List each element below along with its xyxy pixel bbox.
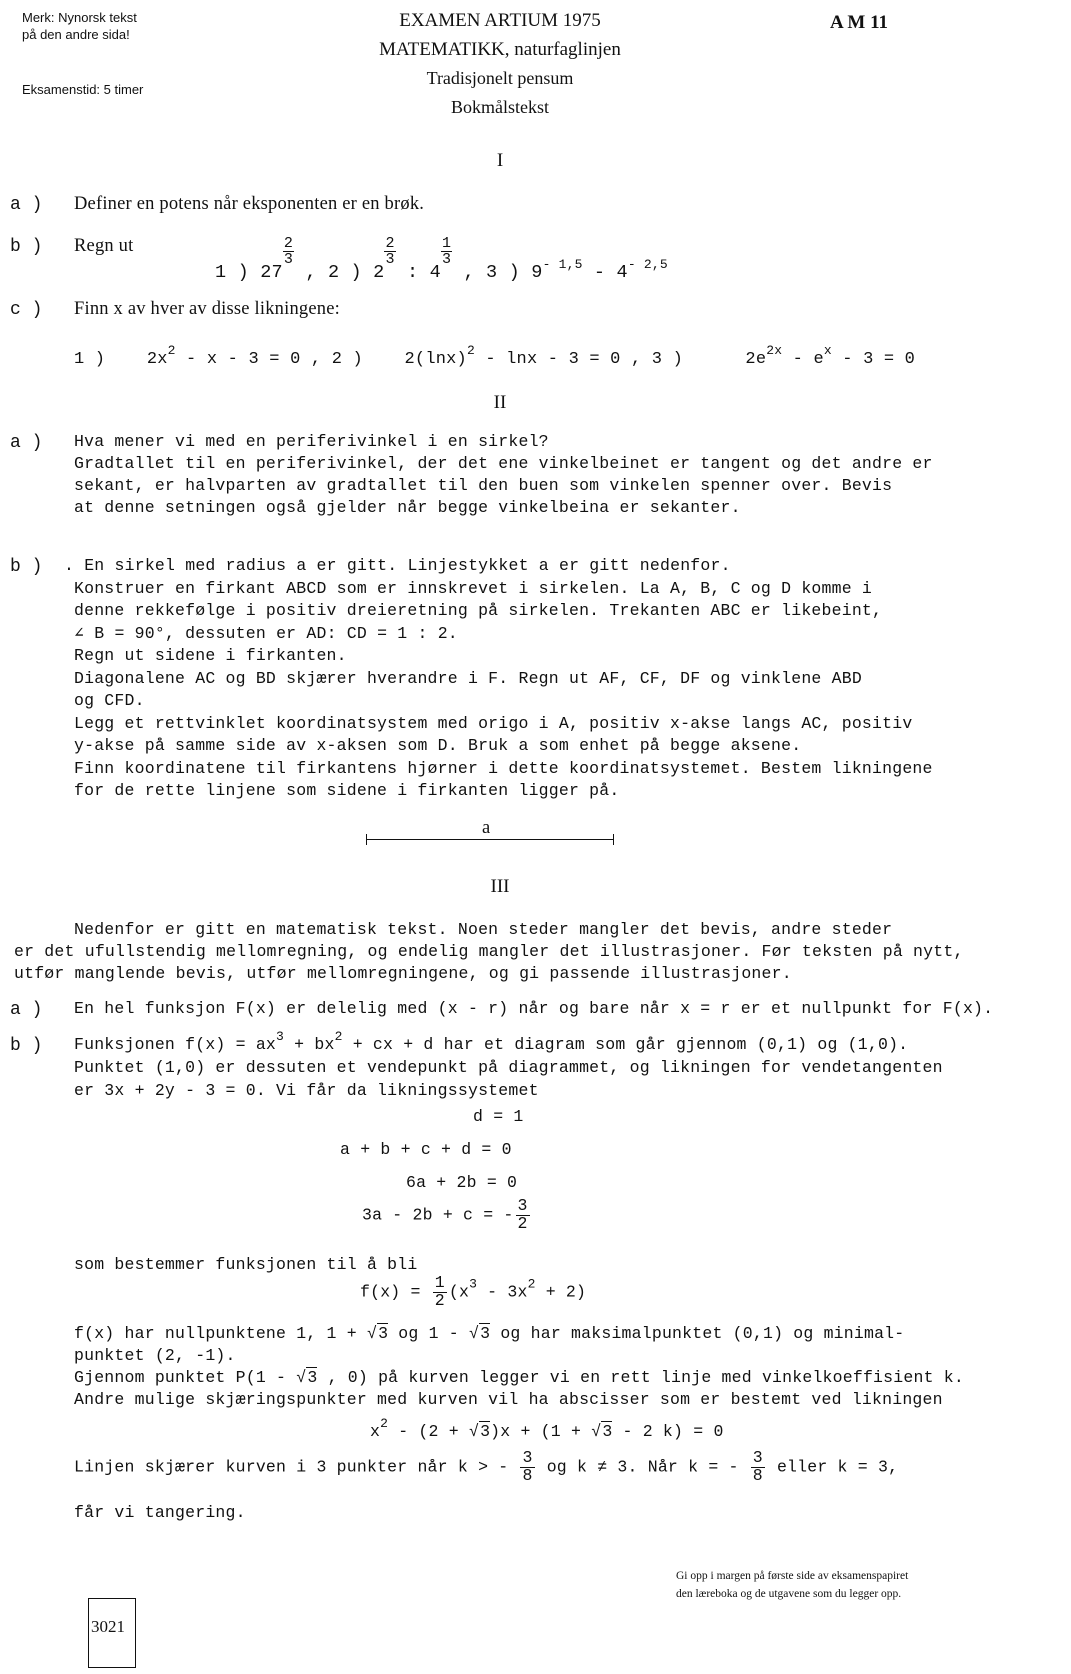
exam-duration: Eksamenstid: 5 timer bbox=[22, 82, 144, 97]
section-numeral-3: III bbox=[490, 876, 510, 897]
quadratic-equation: $x^2 - (2 + √3)x + (1 + √3 - 2$ k) = 0 bbox=[370, 1416, 724, 1441]
subject: MATEMATIKK, naturfaglinjen bbox=[379, 39, 621, 60]
text-1b: Regn ut bbox=[74, 236, 134, 256]
expr-1b1 bbox=[215, 236, 668, 283]
label-2b: b ) bbox=[10, 557, 43, 577]
label-3a: a ) bbox=[10, 1000, 43, 1020]
text-2b: . En sirkel med radius a er gitt. Linjestykket a er gitt nedenfor. Konstruer en firkant ABCD som er innskrevet i sirkelen. La A, B, C og D komme i denne rekkefølge i positiv dreieretning på sirkelen. Trekanten ABC er likebeint, ∠ B = 90°, dessuten er AD: CD = 1 : 2. Regn ut sidene i firkanten. Diagonalene AC og BD skjærer hverandre i F. Regn ut AF, CF, DF og vinklene ABD og CFD. Legg et rettvinklet koordinatsystem med origo i A, positiv x-akse langs AC, positiv y-akse på samme side av x-aksen som D. Bruk a som enhet på begge aksene. Finn koordinatene til firkantens hjørner i dette koordinatsystemet. Bestem likningene for de rette linjene som sidene i firkanten ligger på. bbox=[64, 556, 933, 800]
stamp-box bbox=[88, 1598, 136, 1668]
equations-1c: 1 ) $2x^2 - x - 3 = 0$ , 2 ) $2(\ln x)^2 - \ln x - 3 = 0$ , 3 ) $2e^{2x} - e^x - 3 = 0$ bbox=[74, 343, 916, 369]
intersection-text: Linjen skjærer kurven i 3 punkter når k > - $\frac{3}{8}$ og k ≠ 3. Når k = - $\frac{3}{8}$ eller k = 3, bbox=[74, 1448, 899, 1485]
note-nynorsk-2: på den andre sida! bbox=[22, 27, 130, 42]
exponent: - 2,5 bbox=[627, 257, 668, 272]
text-3b: Funksjonen $f(x) = ax^3 + bx^2$ + cx + d har et diagram som går gjennom (0,1) og (1,0). Punktet (1,0) er dessuten et vendepunkt på diagrammet, og likningen for vendetangenten er 3x + 2y - 3 = 0. Vi får da likningssystemet bbox=[74, 1029, 943, 1100]
minus-sign: - bbox=[593, 262, 606, 283]
text-3a: En hel funksjon F(x) er delelig med (x - r) når og bare når x = r er et nullpunkt for F(x). bbox=[74, 999, 994, 1018]
exponent-fraction: $\frac{1}{3}$ bbox=[441, 235, 452, 268]
function-f: f(x) = $\frac{1}{2}$ $(x^3 - 3x^2 + 2)$ bbox=[360, 1273, 587, 1310]
exam-title: EXAMEN ARTIUM 1975 bbox=[399, 10, 601, 31]
label-1b: b ) bbox=[10, 237, 43, 257]
label-1b2: , 2 ) bbox=[305, 262, 362, 283]
stamp-number: 3021 bbox=[91, 1617, 125, 1636]
exponent: - 1,5 bbox=[542, 257, 583, 272]
intro-3: Nedenfor er gitt en matematisk tekst. Noen steder mangler det bevis, andre steder er det ufullstendig mellomregning, og endelig mangler det illustrasjoner. Før teksten på nytt, utfør manglende bevis, utfør mellomregningene, og gi passende illustrasjoner. bbox=[14, 920, 964, 983]
segment-label: a bbox=[482, 818, 491, 838]
label-2a: a ) bbox=[10, 433, 43, 453]
exponent-fraction: $\frac{2}{3}$ bbox=[385, 235, 395, 268]
label-1c3: , 3 ) bbox=[630, 350, 683, 369]
base-4: 4 bbox=[429, 262, 441, 283]
base-9: 9 bbox=[531, 262, 543, 283]
zeros-text: f(x) har nullpunktene 1, 1 + √3 og 1 - √3 og har maksimalpunktet (0,1) og minimal- punktet (2, -1). Gjennom punktet P(1 - √3 , 0) på kurven legger vi en rett linje med vinkelkoeffisient k. Andre mulige skjæringspunkter med kurven vil ha abscisser som er bestemt ved likningen bbox=[74, 1324, 964, 1409]
base-4b: 4 bbox=[616, 262, 628, 283]
label-1c: c ) bbox=[10, 300, 43, 320]
note-nynorsk: Merk: Nynorsk tekst bbox=[22, 10, 137, 25]
section-numeral-2: II bbox=[493, 392, 507, 413]
label-1b3: , 3 ) bbox=[463, 262, 520, 283]
base-2: 2 bbox=[373, 262, 385, 283]
text-2a: Hva mener vi med en periferivinkel i en sirkel? Gradtallet til en periferivinkel, der det ene vinkelbeinet er tangent og det andre er sekant, er halvparten av gradtallet til den buen som vinkelen spenner over. Bevis at denne setningen også gjelder når begge vinkelbeina er sekanter. bbox=[74, 432, 933, 517]
equation-4: 3a - 2b + c = - $\frac{3}{2}$ bbox=[362, 1196, 528, 1233]
label-1c1: 1 ) bbox=[74, 350, 106, 369]
divide-sign: : bbox=[407, 262, 419, 283]
eq-1c2: 2(lnx) bbox=[404, 350, 467, 369]
exponent-fraction: $\frac{2}{3}$ bbox=[283, 235, 294, 268]
line-segment-a bbox=[366, 839, 614, 840]
footer-note-1: Gi opp i margen på første side av eksamenspapiret bbox=[676, 1570, 909, 1582]
tangency-text: får vi tangering. bbox=[74, 1503, 246, 1522]
text-1c: Finn x av hver av disse likningene: bbox=[74, 299, 340, 319]
eq-1c3: 2e bbox=[745, 350, 767, 369]
label-3b: b ) bbox=[10, 1036, 43, 1056]
label-1b1: 1 ) bbox=[215, 262, 249, 283]
eq-1c1: 2x bbox=[146, 350, 168, 369]
text-1a: Definer en potens når eksponenten er en brøk. bbox=[74, 194, 425, 214]
section-numeral-1: I bbox=[496, 150, 504, 171]
equation-3: 6a + 2b = 0 bbox=[406, 1173, 518, 1192]
curriculum: Tradisjonelt pensum bbox=[426, 68, 574, 88]
determines-text: som bestemmer funksjonen til å bli bbox=[74, 1255, 418, 1274]
language-version: Bokmålstekst bbox=[451, 97, 549, 117]
label-1c2: , 2 ) bbox=[310, 350, 363, 369]
equation-1: d = 1 bbox=[473, 1107, 524, 1126]
label-1a: a ) bbox=[10, 195, 43, 215]
base-27: 27 bbox=[260, 262, 283, 283]
exam-code: A M 11 bbox=[830, 12, 889, 33]
equation-2: a + b + c + d = 0 bbox=[340, 1140, 512, 1159]
footer-note-2: den læreboka og de utgavene som du legger opp. bbox=[676, 1588, 902, 1600]
